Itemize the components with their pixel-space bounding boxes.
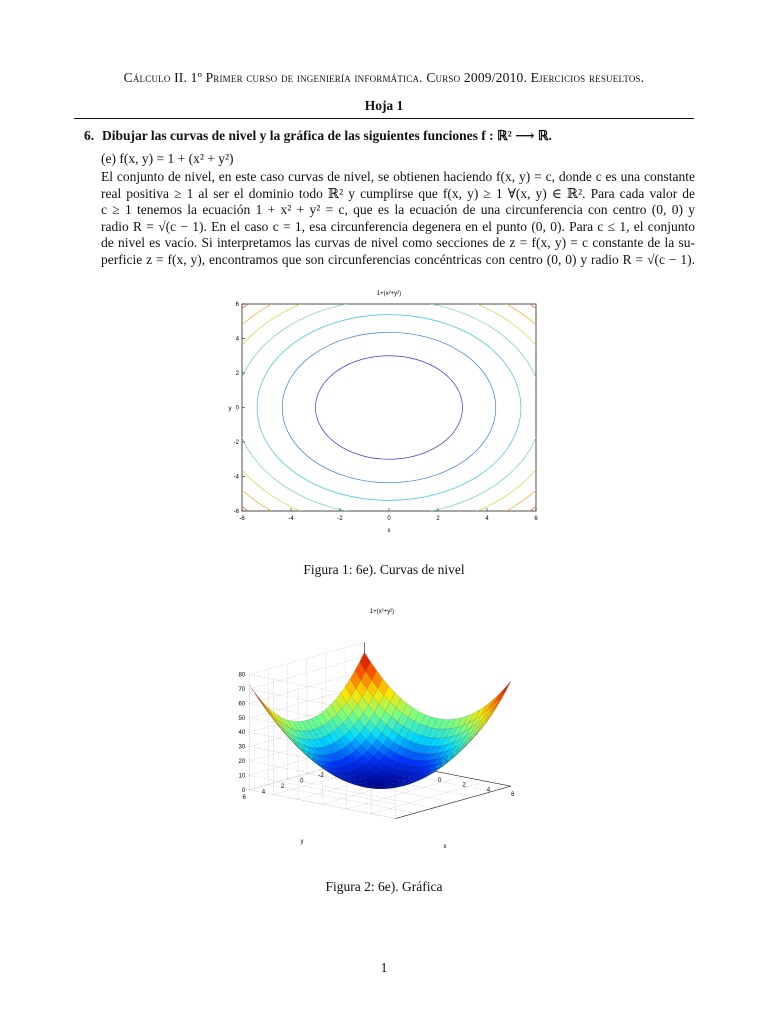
x-tick-label: 6 (534, 516, 538, 522)
x-tick-label: 2 (462, 782, 466, 789)
explanation-line: El conjunto de nivel, en este caso curvas de nivel, se obtienen haciendo f(x, y) = c, donde c es una constante (101, 169, 695, 184)
z-tick-label: 30 (238, 744, 246, 751)
problem-title: Dibujar las curvas de nivel y la gráfica de las siguientes funciones f : ℝ² ⟶ ℝ. (102, 128, 552, 143)
y-tick-label: 2 (280, 784, 285, 790)
axis-edge (396, 786, 511, 818)
explanation-line: radio R = √(c − 1). En el caso c = 1, esa circunferencia degenera en el punto (0, 0). Para c ≤ 1, el conjunto (101, 218, 695, 234)
z-tick-label: 80 (238, 672, 246, 679)
y-tick-label: 0 (235, 405, 239, 412)
y-tick-label: -2 (233, 440, 239, 446)
surface-patch (254, 692, 265, 708)
z-tick-label: 70 (238, 687, 246, 693)
y-tick-label: 6 (235, 302, 239, 308)
x-tick-label: 2 (436, 516, 440, 522)
surface-patch (500, 681, 511, 698)
problem-part: (e) f(x, y) = 1 + (x² + y²) (101, 151, 234, 166)
x-tick-label: 0 (387, 516, 391, 522)
contour-y-label: y (228, 406, 232, 412)
surface-patch (264, 703, 275, 717)
x-tick-label: 0 (437, 777, 442, 784)
y-tick-label: 4 (261, 789, 266, 796)
surface-x-label: x (443, 844, 447, 850)
figure-2-caption: Figura 2: 6e). Gráfica (325, 879, 443, 894)
surface-z-ticks (239, 673, 246, 794)
grid-line (268, 784, 414, 813)
surface-patch (259, 698, 270, 713)
y-tick-label: 2 (235, 371, 239, 377)
problem-number: 6. (84, 128, 95, 143)
y-tick-label: 0 (300, 778, 304, 785)
sheet-title: Hoja 1 (364, 98, 404, 113)
y-tick-label: -6 (233, 509, 239, 515)
x-tick-label: -6 (239, 516, 245, 522)
surface-y-label: y (300, 839, 304, 845)
explanation-line: c ≥ 1 tenemos la ecuación 1 + x² + y² = c, que es la ecuación de una circunferencia con centro (0, 0) y (101, 202, 695, 218)
explanation-line: de nivel es vacío. Si interpretamos las curvas de nivel como secciones de z = f(x, y) = c constante de la su- (101, 235, 695, 251)
page-number: 1 (380, 960, 388, 975)
x-tick-label: 4 (486, 787, 491, 794)
y-tick-label: -2 (318, 773, 324, 780)
x-tick-label: -4 (288, 516, 294, 522)
z-tick-label: 50 (238, 715, 246, 722)
surface-title: 1+(x²+y²) (369, 609, 395, 615)
z-tick-label: 20 (238, 759, 246, 765)
x-tick-label: 6 (511, 792, 515, 799)
y-tick-label: -4 (233, 474, 239, 481)
explanation-line: perficie z = f(x, y), encontramos que son circunferencias concéntricas con centro (0, 0) y radio R = √(c − 1). (101, 251, 695, 267)
explanation-line: real positiva ≥ 1 al ser el dominio todo ℝ² y cumplirse que f(x, y) ≥ 1 ∀(x, y) ∈ ℝ². Para cada valor de (101, 185, 695, 201)
course-header: Cálculo II. 1º Primer curso de ingeniería informática. Curso 2009/2010. Ejercicios resueltos. (123, 70, 645, 85)
surface-plot (220, 600, 550, 858)
z-tick-label: 40 (238, 730, 246, 737)
x-tick-label: -2 (337, 516, 343, 522)
y-tick-label: 4 (235, 336, 239, 343)
x-tick-label: 4 (485, 516, 489, 522)
contour-axes-box (242, 304, 536, 511)
contour-title: 1+(x²+y²) (376, 291, 402, 297)
surface-mesh (249, 652, 511, 789)
z-tick-label: 10 (238, 773, 246, 780)
contour-x-label: x (387, 528, 391, 534)
z-tick-label: 0 (241, 787, 246, 794)
z-tick-label: 60 (238, 701, 246, 708)
header-rule (74, 118, 694, 119)
contour-plot (200, 282, 568, 540)
figure-1-caption: Figura 1: 6e). Curvas de nivel (303, 562, 465, 577)
explanation-paragraph (101, 169, 695, 269)
y-tick-label: 6 (242, 794, 246, 801)
